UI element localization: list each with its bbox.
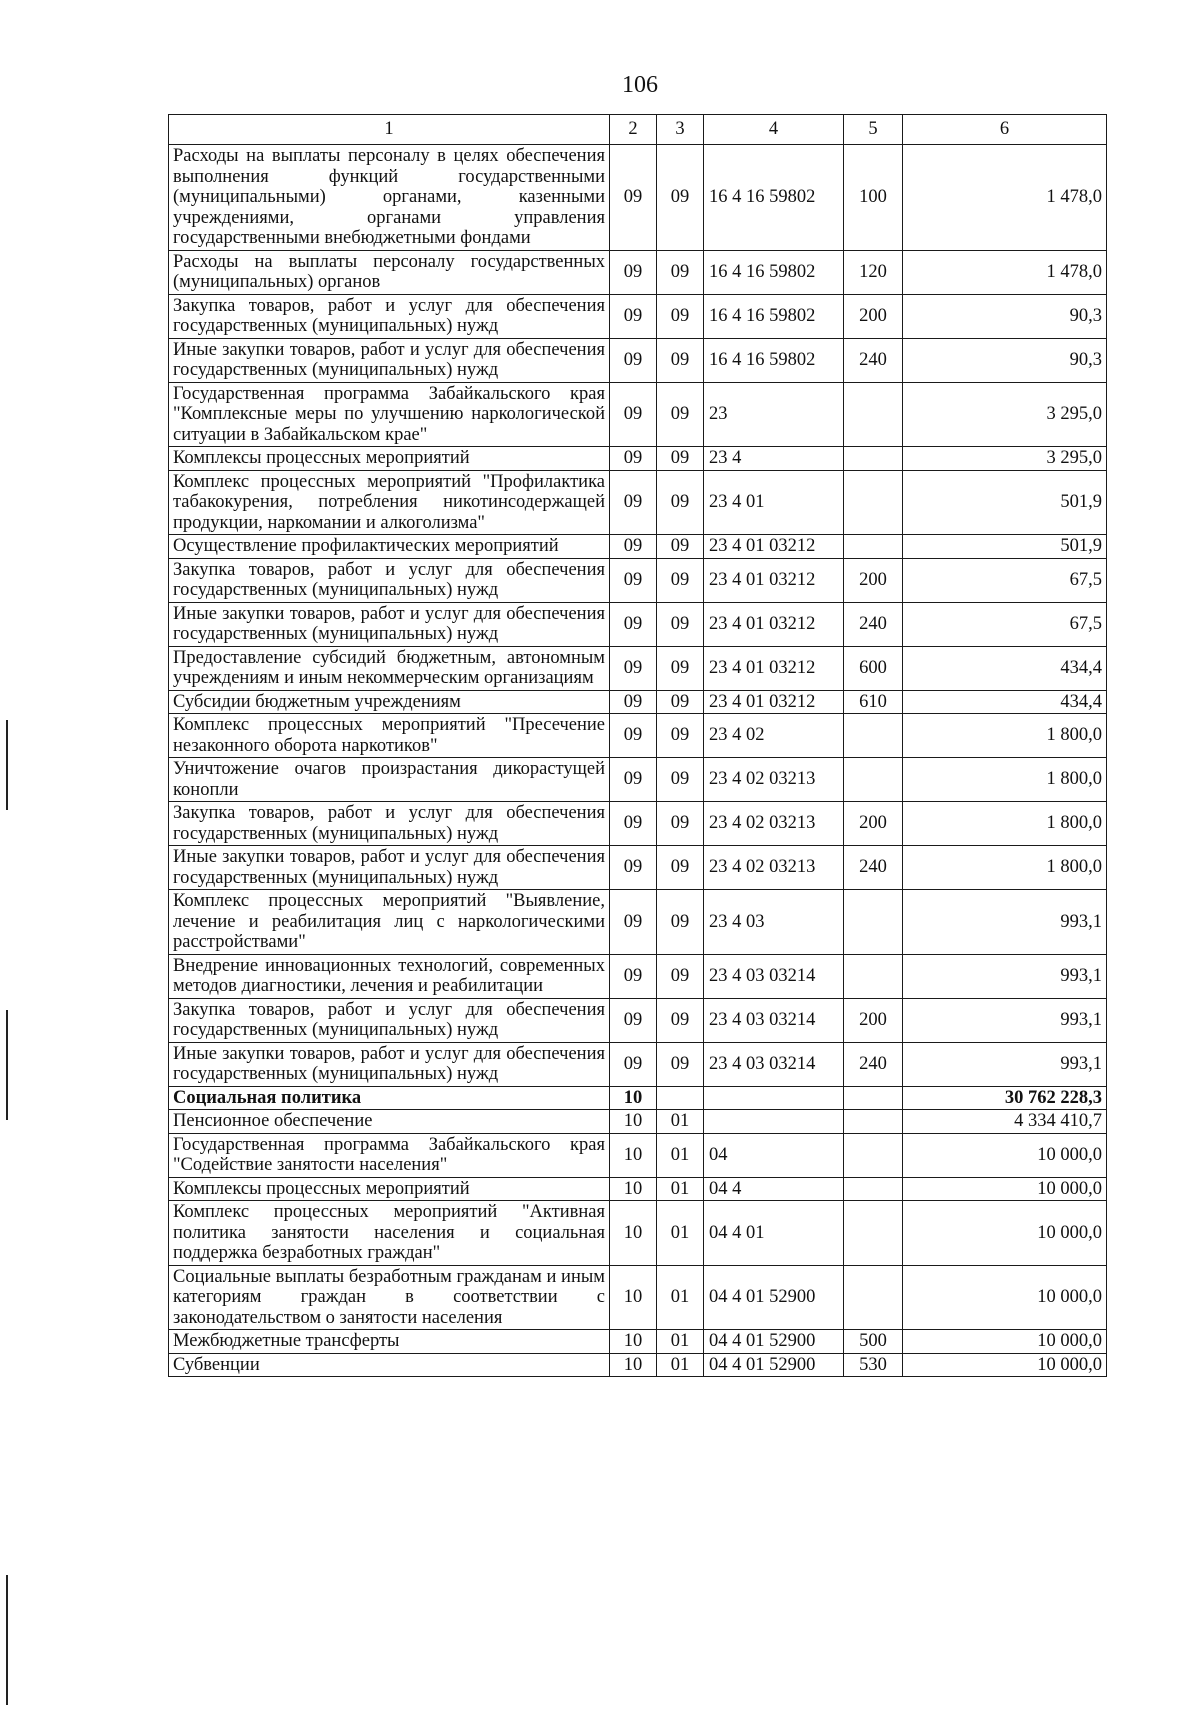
row-subsection: [657, 1086, 704, 1110]
row-amount: 10 000,0: [903, 1353, 1107, 1377]
row-name: Осуществление профилактических мероприятий: [169, 535, 610, 559]
row-name: Межбюджетные трансферты: [169, 1330, 610, 1354]
row-section: 09: [610, 145, 657, 251]
row-amount: 3 295,0: [903, 447, 1107, 471]
row-subsection: 09: [657, 294, 704, 338]
row-section: 09: [610, 535, 657, 559]
row-name: Закупка товаров, работ и услуг для обеспечения государственных (муниципальных) нужд: [169, 802, 610, 846]
row-amount: 1 800,0: [903, 802, 1107, 846]
row-section: 09: [610, 646, 657, 690]
row-section: 10: [610, 1086, 657, 1110]
row-target-code: 04 4 01: [704, 1201, 844, 1266]
row-name: Комплекс процессных мероприятий "Пресечение незаконного оборота наркотиков": [169, 714, 610, 758]
row-target-code: 04 4 01 52900: [704, 1330, 844, 1354]
row-subsection: 09: [657, 846, 704, 890]
row-target-code: 04 4: [704, 1177, 844, 1201]
column-header: 5: [844, 115, 903, 145]
row-target-code: 23 4 02 03213: [704, 802, 844, 846]
row-target-code: 04: [704, 1133, 844, 1177]
row-expense-type: [844, 535, 903, 559]
row-expense-type: 100: [844, 145, 903, 251]
row-expense-type: [844, 447, 903, 471]
row-expense-type: [844, 758, 903, 802]
row-amount: 3 295,0: [903, 382, 1107, 447]
row-subsection: 09: [657, 602, 704, 646]
row-expense-type: 240: [844, 846, 903, 890]
row-expense-type: 240: [844, 602, 903, 646]
row-section: 10: [610, 1265, 657, 1330]
row-subsection: 09: [657, 382, 704, 447]
column-header: 2: [610, 115, 657, 145]
row-expense-type: [844, 1177, 903, 1201]
row-name: Иные закупки товаров, работ и услуг для обеспечения государственных (муниципальных) нужд: [169, 846, 610, 890]
table-row: [169, 846, 1107, 890]
row-expense-type: [844, 1133, 903, 1177]
table-row: [169, 1353, 1107, 1377]
row-section: 10: [610, 1133, 657, 1177]
row-target-code: 23 4 01: [704, 470, 844, 535]
table-row: [169, 690, 1107, 714]
row-target-code: 23 4 02 03213: [704, 758, 844, 802]
table-row: [169, 1133, 1107, 1177]
table-row: [169, 1086, 1107, 1110]
table-row: [169, 1042, 1107, 1086]
table-row: [169, 470, 1107, 535]
row-name: Комплекс процессных мероприятий "Выявление, лечение и реабилитация лиц с наркологическими расстройствами": [169, 890, 610, 955]
row-expense-type: [844, 890, 903, 955]
row-section: 09: [610, 447, 657, 471]
scan-edge-mark: [6, 720, 8, 810]
row-name: Комплекс процессных мероприятий "Профилактика табакокурения, потребления никотинсодержащей продукции, наркомании и алкоголизма": [169, 470, 610, 535]
row-section: 09: [610, 846, 657, 890]
row-name: Пенсионное обеспечение: [169, 1110, 610, 1134]
row-target-code: 16 4 16 59802: [704, 338, 844, 382]
row-name: Закупка товаров, работ и услуг для обеспечения государственных (муниципальных) нужд: [169, 294, 610, 338]
row-expense-type: 120: [844, 250, 903, 294]
table-row: [169, 1177, 1107, 1201]
row-expense-type: [844, 470, 903, 535]
row-name: Комплексы процессных мероприятий: [169, 1177, 610, 1201]
row-expense-type: [844, 382, 903, 447]
row-expense-type: 530: [844, 1353, 903, 1377]
row-amount: 4 334 410,7: [903, 1110, 1107, 1134]
row-name: Субвенции: [169, 1353, 610, 1377]
row-subsection: 09: [657, 447, 704, 471]
row-subsection: 09: [657, 690, 704, 714]
table-row: [169, 758, 1107, 802]
row-section: 09: [610, 294, 657, 338]
row-target-code: 16 4 16 59802: [704, 145, 844, 251]
row-section: 09: [610, 338, 657, 382]
row-name: Закупка товаров, работ и услуг для обеспечения государственных (муниципальных) нужд: [169, 998, 610, 1042]
row-expense-type: 500: [844, 1330, 903, 1354]
row-amount: 501,9: [903, 470, 1107, 535]
row-section: 09: [610, 558, 657, 602]
row-subsection: 09: [657, 714, 704, 758]
row-name: Закупка товаров, работ и услуг для обеспечения государственных (муниципальных) нужд: [169, 558, 610, 602]
row-target-code: 04 4 01 52900: [704, 1265, 844, 1330]
row-subsection: 09: [657, 470, 704, 535]
row-section: 09: [610, 602, 657, 646]
row-target-code: 23 4 03 03214: [704, 954, 844, 998]
row-section: 09: [610, 382, 657, 447]
row-section: 09: [610, 758, 657, 802]
table-row: [169, 714, 1107, 758]
row-amount: 10 000,0: [903, 1201, 1107, 1266]
column-header: 6: [903, 115, 1107, 145]
row-subsection: 01: [657, 1330, 704, 1354]
row-target-code: 04 4 01 52900: [704, 1353, 844, 1377]
row-section: 09: [610, 998, 657, 1042]
row-amount: 1 800,0: [903, 714, 1107, 758]
table-header-row: [169, 115, 1107, 145]
row-target-code: [704, 1086, 844, 1110]
row-amount: 67,5: [903, 602, 1107, 646]
row-name: Комплекс процессных мероприятий "Активная политика занятости населения и социальная поддержка безработных граждан": [169, 1201, 610, 1266]
row-target-code: 23 4 01 03212: [704, 535, 844, 559]
table-row: [169, 954, 1107, 998]
row-subsection: 01: [657, 1177, 704, 1201]
row-subsection: 01: [657, 1353, 704, 1377]
column-header: 1: [169, 115, 610, 145]
row-amount: 434,4: [903, 690, 1107, 714]
row-subsection: 09: [657, 998, 704, 1042]
row-subsection: 09: [657, 535, 704, 559]
row-amount: 10 000,0: [903, 1265, 1107, 1330]
row-name: Субсидии бюджетным учреждениям: [169, 690, 610, 714]
row-target-code: 16 4 16 59802: [704, 250, 844, 294]
row-expense-type: 200: [844, 802, 903, 846]
row-section: 10: [610, 1177, 657, 1201]
table-row: [169, 1201, 1107, 1266]
scan-edge-mark: [6, 1575, 8, 1705]
row-amount: 1 800,0: [903, 846, 1107, 890]
row-section: 09: [610, 470, 657, 535]
table-row: [169, 646, 1107, 690]
row-section: 09: [610, 954, 657, 998]
row-amount: 30 762 228,3: [903, 1086, 1107, 1110]
row-target-code: 23 4 03 03214: [704, 998, 844, 1042]
row-section: 09: [610, 714, 657, 758]
table-row: [169, 382, 1107, 447]
row-amount: 10 000,0: [903, 1330, 1107, 1354]
row-name: Иные закупки товаров, работ и услуг для обеспечения государственных (муниципальных) нужд: [169, 1042, 610, 1086]
row-subsection: 01: [657, 1110, 704, 1134]
row-expense-type: 240: [844, 338, 903, 382]
table-row: [169, 890, 1107, 955]
row-subsection: 09: [657, 646, 704, 690]
row-name: Уничтожение очагов произрастания дикорастущей конопли: [169, 758, 610, 802]
row-target-code: 23 4 03: [704, 890, 844, 955]
row-amount: 10 000,0: [903, 1177, 1107, 1201]
table-row: [169, 1110, 1107, 1134]
row-name: Социальные выплаты безработным гражданам и иным категориям граждан в соответствии с законодательством о занятости населения: [169, 1265, 610, 1330]
row-expense-type: 200: [844, 998, 903, 1042]
row-expense-type: [844, 954, 903, 998]
row-target-code: 23 4 01 03212: [704, 646, 844, 690]
row-target-code: [704, 1110, 844, 1134]
row-name: Государственная программа Забайкальского края "Комплексные меры по улучшению наркологической ситуации в Забайкальском крае": [169, 382, 610, 447]
row-section: 09: [610, 250, 657, 294]
row-target-code: 23 4 01 03212: [704, 558, 844, 602]
row-name: Государственная программа Забайкальского края "Содействие занятости населения": [169, 1133, 610, 1177]
row-amount: 10 000,0: [903, 1133, 1107, 1177]
row-amount: 501,9: [903, 535, 1107, 559]
row-expense-type: 600: [844, 646, 903, 690]
row-section: 10: [610, 1201, 657, 1266]
row-expense-type: 610: [844, 690, 903, 714]
table-row: [169, 602, 1107, 646]
row-target-code: 23: [704, 382, 844, 447]
table-row: [169, 558, 1107, 602]
row-amount: 434,4: [903, 646, 1107, 690]
row-subsection: 09: [657, 1042, 704, 1086]
row-expense-type: 200: [844, 294, 903, 338]
row-amount: 90,3: [903, 338, 1107, 382]
row-name: Социальная политика: [169, 1086, 610, 1110]
row-expense-type: 240: [844, 1042, 903, 1086]
row-expense-type: 200: [844, 558, 903, 602]
row-target-code: 23 4 03 03214: [704, 1042, 844, 1086]
row-subsection: 09: [657, 802, 704, 846]
scan-edge-mark: [6, 1010, 8, 1120]
row-section: 09: [610, 1042, 657, 1086]
row-expense-type: [844, 1201, 903, 1266]
row-section: 10: [610, 1330, 657, 1354]
row-amount: 90,3: [903, 294, 1107, 338]
row-subsection: 01: [657, 1133, 704, 1177]
row-subsection: 09: [657, 338, 704, 382]
row-expense-type: [844, 714, 903, 758]
table-body: [169, 145, 1107, 1377]
row-subsection: 09: [657, 890, 704, 955]
row-target-code: 16 4 16 59802: [704, 294, 844, 338]
row-expense-type: [844, 1110, 903, 1134]
row-name: Расходы на выплаты персоналу государственных (муниципальных) органов: [169, 250, 610, 294]
table-row: [169, 1330, 1107, 1354]
row-target-code: 23 4 02 03213: [704, 846, 844, 890]
row-section: 09: [610, 690, 657, 714]
row-name: Расходы на выплаты персоналу в целях обеспечения выполнения функций государственными (муниципальными) органами, казенными учреждениями, органами управления государственными внебюджетными фондами: [169, 145, 610, 251]
row-target-code: 23 4 01 03212: [704, 602, 844, 646]
table-row: [169, 250, 1107, 294]
row-amount: 993,1: [903, 1042, 1107, 1086]
row-target-code: 23 4 01 03212: [704, 690, 844, 714]
row-name: Комплексы процессных мероприятий: [169, 447, 610, 471]
row-subsection: 09: [657, 558, 704, 602]
table-row: [169, 338, 1107, 382]
table-row: [169, 535, 1107, 559]
table-row: [169, 447, 1107, 471]
row-expense-type: [844, 1265, 903, 1330]
table-row: [169, 294, 1107, 338]
column-header: 4: [704, 115, 844, 145]
row-section: 09: [610, 890, 657, 955]
budget-table: [168, 114, 1107, 1377]
row-amount: 1 478,0: [903, 250, 1107, 294]
row-amount: 993,1: [903, 954, 1107, 998]
row-expense-type: [844, 1086, 903, 1110]
table-row: [169, 802, 1107, 846]
row-amount: 67,5: [903, 558, 1107, 602]
row-section: 10: [610, 1353, 657, 1377]
page-number: 106: [622, 72, 658, 98]
column-header: 3: [657, 115, 704, 145]
row-amount: 1 478,0: [903, 145, 1107, 251]
table-row: [169, 145, 1107, 251]
row-target-code: 23 4 02: [704, 714, 844, 758]
row-target-code: 23 4: [704, 447, 844, 471]
table-row: [169, 998, 1107, 1042]
row-subsection: 09: [657, 145, 704, 251]
row-subsection: 09: [657, 954, 704, 998]
row-amount: 993,1: [903, 998, 1107, 1042]
row-name: Иные закупки товаров, работ и услуг для обеспечения государственных (муниципальных) нужд: [169, 338, 610, 382]
row-subsection: 01: [657, 1265, 704, 1330]
row-subsection: 09: [657, 250, 704, 294]
row-name: Иные закупки товаров, работ и услуг для обеспечения государственных (муниципальных) нужд: [169, 602, 610, 646]
table-row: [169, 1265, 1107, 1330]
row-section: 10: [610, 1110, 657, 1134]
row-name: Предоставление субсидий бюджетным, автономным учреждениям и иным некоммерческим организациям: [169, 646, 610, 690]
row-amount: 1 800,0: [903, 758, 1107, 802]
row-subsection: 09: [657, 758, 704, 802]
row-section: 09: [610, 802, 657, 846]
row-amount: 993,1: [903, 890, 1107, 955]
row-subsection: 01: [657, 1201, 704, 1266]
row-name: Внедрение инновационных технологий, современных методов диагностики, лечения и реабилитации: [169, 954, 610, 998]
